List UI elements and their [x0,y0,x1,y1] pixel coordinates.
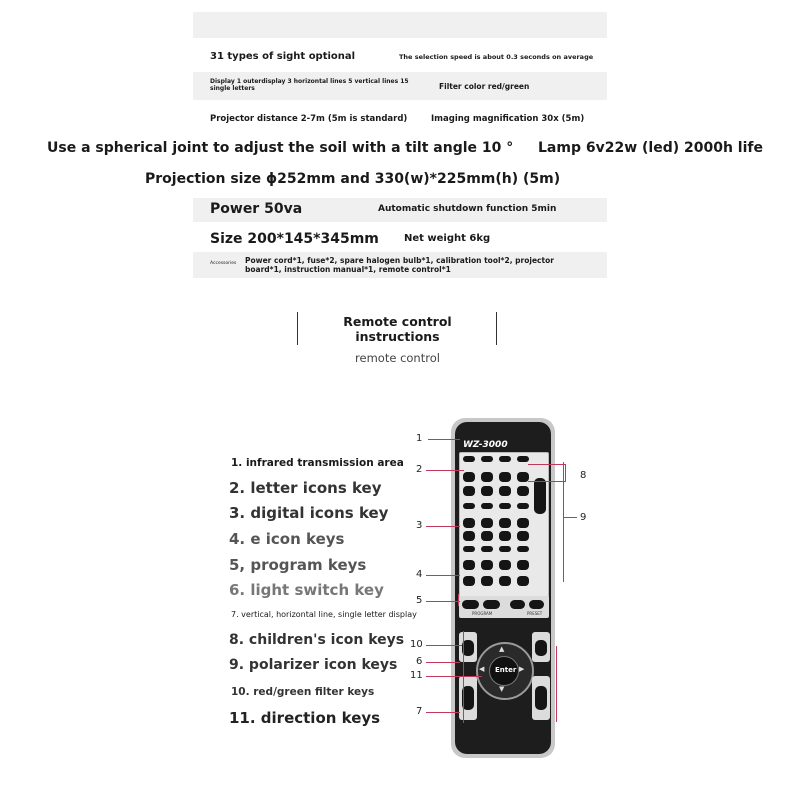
callout-2: 2 [416,464,423,475]
remote-model: WZ-3000 [463,440,508,450]
legend-item-5: 5, program keys [229,556,367,574]
green-filter-key[interactable] [535,640,547,656]
spec-size: Size 200*145*345mm [210,231,379,247]
light-switch-key-right[interactable] [535,686,547,710]
spec-row-7 [193,228,607,250]
remote-key[interactable] [517,503,529,509]
remote-key[interactable] [463,518,475,528]
callout-6: 6 [416,656,423,667]
remote-key[interactable] [517,560,529,570]
leader-6-7-bar [463,631,464,723]
spec-row-8 [193,252,607,278]
remote-key[interactable] [481,576,493,586]
section-subtitle: remote control [355,351,440,365]
remote-key[interactable] [463,456,475,462]
program-label: PROGRAM [472,611,493,616]
enter-label: Enter [495,666,517,674]
legend-item-11: 11. direction keys [229,709,381,727]
remote-key[interactable] [499,576,511,586]
callout-7: 7 [416,706,423,717]
leader-4 [426,575,460,576]
callout-11: 11 [410,670,423,681]
polarizer-key[interactable] [534,478,546,514]
remote-key[interactable] [517,576,529,586]
spec-row-3 [193,108,607,130]
remote-key[interactable] [517,486,529,496]
remote-key[interactable] [499,472,511,482]
leader-8-side [565,464,566,482]
leader-8-top [528,464,566,465]
spec-row-6 [193,198,607,222]
remote-key[interactable] [499,560,511,570]
legend-item-2: 2. letter icons key [229,479,382,497]
remote-key[interactable] [463,546,475,552]
remote-key[interactable] [499,503,511,509]
legend-item-6: 6. light switch key [229,581,384,599]
preset-label: PRESET [527,611,543,616]
leader-7 [426,712,460,713]
remote-key[interactable] [463,560,475,570]
remote-key[interactable] [517,546,529,552]
leader-2 [426,470,464,471]
spec-row-2 [193,72,607,100]
leader-3 [426,526,460,527]
spec-projection-size: Projection size ϕ252mm and 330(w)*225mm(h) (5m) [145,171,561,187]
spec-row-1 [193,46,607,68]
remote-key[interactable] [499,456,511,462]
remote-key[interactable] [463,531,475,541]
remote-key[interactable] [481,518,493,528]
callout-1: 1 [416,433,423,444]
arrow-down-icon: ▼ [499,685,505,693]
legend-item-4: 4. e icon keys [229,530,345,548]
remote-key[interactable] [481,531,493,541]
legend-item-7: 7. vertical, horizontal line, single letter display [231,610,417,619]
remote-key[interactable] [481,472,493,482]
legend-item-10: 10. red/green filter keys [231,686,375,698]
leader-1 [428,439,460,440]
spec-projector-distance: Projector distance 2-7m (5m is standard) [210,114,408,124]
spec-accessories-label: Accessories [210,261,237,266]
arrow-up-icon: ▲ [499,645,505,653]
leader-11 [426,676,482,677]
remote-key[interactable] [517,518,529,528]
leader-5 [426,601,460,602]
remote-key[interactable] [481,486,493,496]
spec-accessories: Power cord*1, fuse*2, spare halogen bulb*1, calibration tool*2, projector board*1, instruction manual*1, remote control*1 [245,256,554,274]
remote-key[interactable] [463,472,475,482]
legend-item-3: 3. digital icons key [229,504,389,522]
spec-filter-color: Filter color red/green [439,82,530,91]
callout-8: 8 [580,470,587,481]
callout-4: 4 [416,569,423,580]
callout-5: 5 [416,595,423,606]
program-key-3[interactable] [510,600,525,609]
remote-key[interactable] [481,546,493,552]
program-key-4[interactable] [529,600,544,609]
callout-10: 10 [410,639,423,650]
spec-selection-speed: The selection speed is about 0.3 seconds on average [399,53,594,61]
arrow-right-icon: ▶ [519,665,525,673]
remote-key[interactable] [499,531,511,541]
leader-10 [426,645,462,646]
remote-key[interactable] [517,456,529,462]
leader-9 [563,517,577,518]
title-bracket-right [496,312,497,345]
remote-key[interactable] [517,531,529,541]
program-key-2[interactable] [483,600,500,609]
spec-spherical-joint: Use a spherical joint to adjust the soil with a tilt angle 10 ° [47,140,514,156]
remote-key[interactable] [463,486,475,496]
leader-right-bar [556,646,557,722]
leader-5-tick [458,594,459,606]
spec-row-top [193,12,607,38]
remote-key[interactable] [499,518,511,528]
leader-9-bar [563,462,564,582]
legend-item-8: 8. children's icon keys [229,632,405,648]
spec-imaging-magnification: Imaging magnification 30x (5m) [431,114,585,124]
legend-item-9: 9. polarizer icon keys [229,657,398,673]
program-key-1[interactable] [462,600,479,609]
spec-auto-shutdown: Automatic shutdown function 5min [378,204,557,214]
spec-display: Display 1 outerdisplay 3 horizontal lines 5 vertical lines 15 single letters [210,78,409,92]
spec-power: Power 50va [210,201,303,217]
remote-key[interactable] [481,560,493,570]
remote-key[interactable] [481,456,493,462]
spec-net-weight: Net weight 6kg [404,233,491,244]
remote-key[interactable] [499,546,511,552]
spec-sight-types: 31 types of sight optional [210,51,356,62]
arrow-left-icon: ◀ [479,665,485,673]
leader-8-bottom [528,481,566,482]
callout-3: 3 [416,520,423,531]
leader-6 [426,662,460,663]
legend-item-1: 1. infrared transmission area [231,457,404,469]
remote-key[interactable] [481,503,493,509]
callout-9: 9 [580,512,587,523]
title-bracket-left [297,312,298,345]
remote-key[interactable] [499,486,511,496]
remote-key[interactable] [463,503,475,509]
remote-key[interactable] [463,576,475,586]
spec-lamp: Lamp 6v22w (led) 2000h life [538,140,763,156]
section-title: Remote control instructions [343,314,452,344]
